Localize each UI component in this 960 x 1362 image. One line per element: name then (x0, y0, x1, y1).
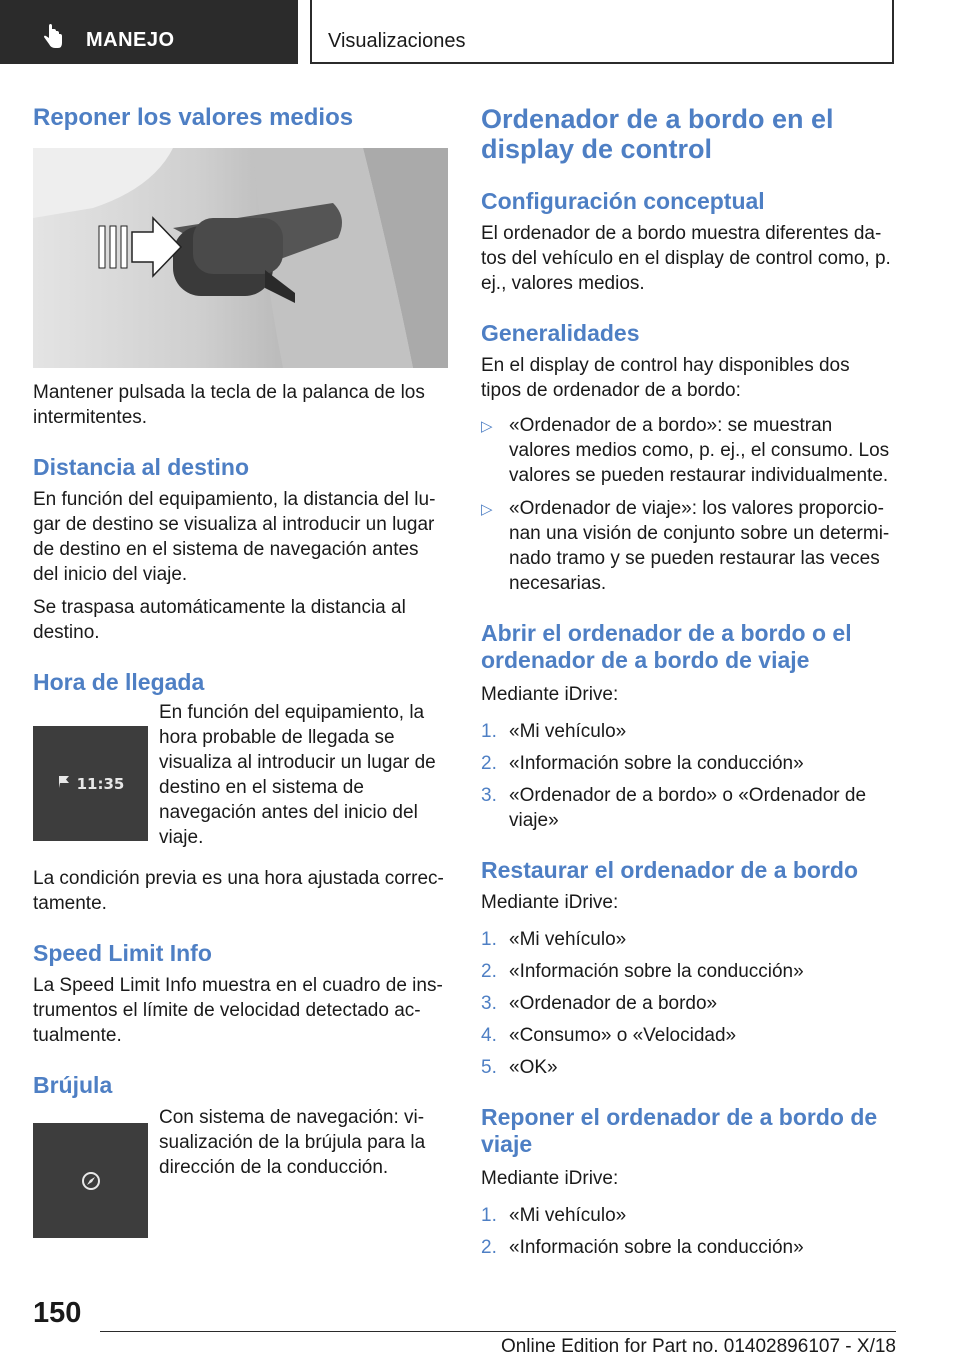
list-item: 1. «Mi vehículo» (481, 1205, 627, 1226)
reset-caption: Mantener pulsada la tecla de la palanca de los intermitentes. (33, 382, 425, 428)
list-item: 3. «Ordenador de a bordo» o «Ordenador de viaje» (481, 785, 867, 831)
arrival-time-display (33, 726, 148, 841)
general-text: En el display de control hay disponibles dos tipos de ordenador de a bordo: (481, 355, 850, 401)
compass-display (33, 1123, 148, 1238)
compass-text: Con sistema de navegación: visualización de la brújula para la dirección de la conducción. (159, 1107, 426, 1178)
arrival-time: 11:35 (76, 774, 125, 793)
flag-icon (57, 775, 71, 793)
open-steps (481, 719, 895, 833)
distance-text-2: Se traspasa automáticamente la distancia al destino. (33, 597, 406, 643)
bullet-triangle-icon: ▷ (481, 418, 493, 435)
trip-intro: Mediante iDrive: (481, 1168, 619, 1189)
arrival-text: En función del equipamiento, la hora probable de llegada se visualiza al introducir un lugar de destino en el sistema de navegación antes del inicio del viaje. (159, 702, 436, 848)
list-item: 1. «Mi vehículo» (481, 929, 627, 950)
restore-steps (481, 927, 895, 1080)
bullet-triangle-icon: ▷ (481, 501, 493, 518)
compass-block (33, 1105, 448, 1180)
left-column (33, 96, 448, 1180)
restore-heading: Restaurar el ordenador de a bordo (481, 857, 859, 883)
edition-note: Online Edition for Part no. 01402896107 - X/18 (500, 1336, 896, 1357)
list-item: ▷ «Ordenador de a bordo»: se muestran valores medios como, p. ej., el consumo. Los valores se pueden restaurar individualmente. (481, 415, 890, 486)
arrival-note: La condición previa es una hora ajustada correctamente. (33, 868, 444, 914)
open-computer-heading: Abrir el ordenador de a bordo o el ordenador de a bordo de viaje (481, 620, 852, 673)
trip-steps (481, 1203, 895, 1260)
speed-limit-heading: Speed Limit Info (33, 940, 212, 966)
general-heading: Generalidades (481, 320, 640, 346)
trip-reset-heading: Reponer el ordenador de a bordo de viaje (481, 1104, 878, 1157)
list-item: 3. «Ordenador de a bordo» (481, 993, 718, 1014)
speed-limit-text: La Speed Limit Info muestra en el cuadro de instrumentos el límite de velocidad detectado actualmente. (33, 975, 443, 1046)
main-heading: Ordenador de a bordo en el display de control (481, 104, 834, 164)
chapter-title: Visualizaciones (328, 30, 466, 52)
footer-divider (100, 1331, 896, 1332)
list-item: 2. «Información sobre la conducción» (481, 753, 804, 774)
distance-text-1: En función del equipamiento, la distancia del lugar de destino se visualiza al introducir un lugar de destino en el sistema de navegación antes del inicio del viaje. (33, 489, 436, 585)
distance-heading: Distancia al destino (33, 454, 250, 480)
open-intro: Mediante iDrive: (481, 684, 619, 705)
list-item: 2. «Información sobre la conducción» (481, 961, 804, 982)
arrival-heading: Hora de llegada (33, 669, 205, 695)
reset-averages-heading: Reponer los valores medios (33, 104, 354, 131)
compass-heading: Brújula (33, 1072, 113, 1098)
turn-signal-lever-photo (33, 148, 448, 368)
list-item: 5. «OK» (481, 1057, 558, 1078)
concept-text: El ordenador de a bordo muestra diferentes datos del vehículo en el display de control como, p. ej., valores medios. (481, 223, 891, 294)
list-item: 4. «Consumo» o «Velocidad» (481, 1025, 737, 1046)
compass-icon (81, 1171, 101, 1191)
chapter-tab (310, 0, 894, 64)
list-item: 2. «Información sobre la conducción» (481, 1237, 804, 1258)
hand-pointer-icon (42, 24, 64, 50)
restore-intro: Mediante iDrive: (481, 892, 619, 913)
right-column (481, 96, 895, 1260)
section-title: MANEJO (86, 29, 175, 51)
computer-types-list (481, 413, 895, 596)
page-header (0, 0, 960, 66)
arrival-block (33, 700, 448, 850)
concept-heading: Configuración conceptual (481, 188, 765, 214)
list-item: 1. «Mi vehículo» (481, 721, 627, 742)
list-item: ▷ «Ordenador de viaje»: los valores proporcionan una visión de conjunto sobre un determinado tramo y se pueden restaurar las veces necesarias. (481, 498, 890, 594)
page-number: 150 (33, 1297, 82, 1329)
section-tab (0, 0, 298, 64)
